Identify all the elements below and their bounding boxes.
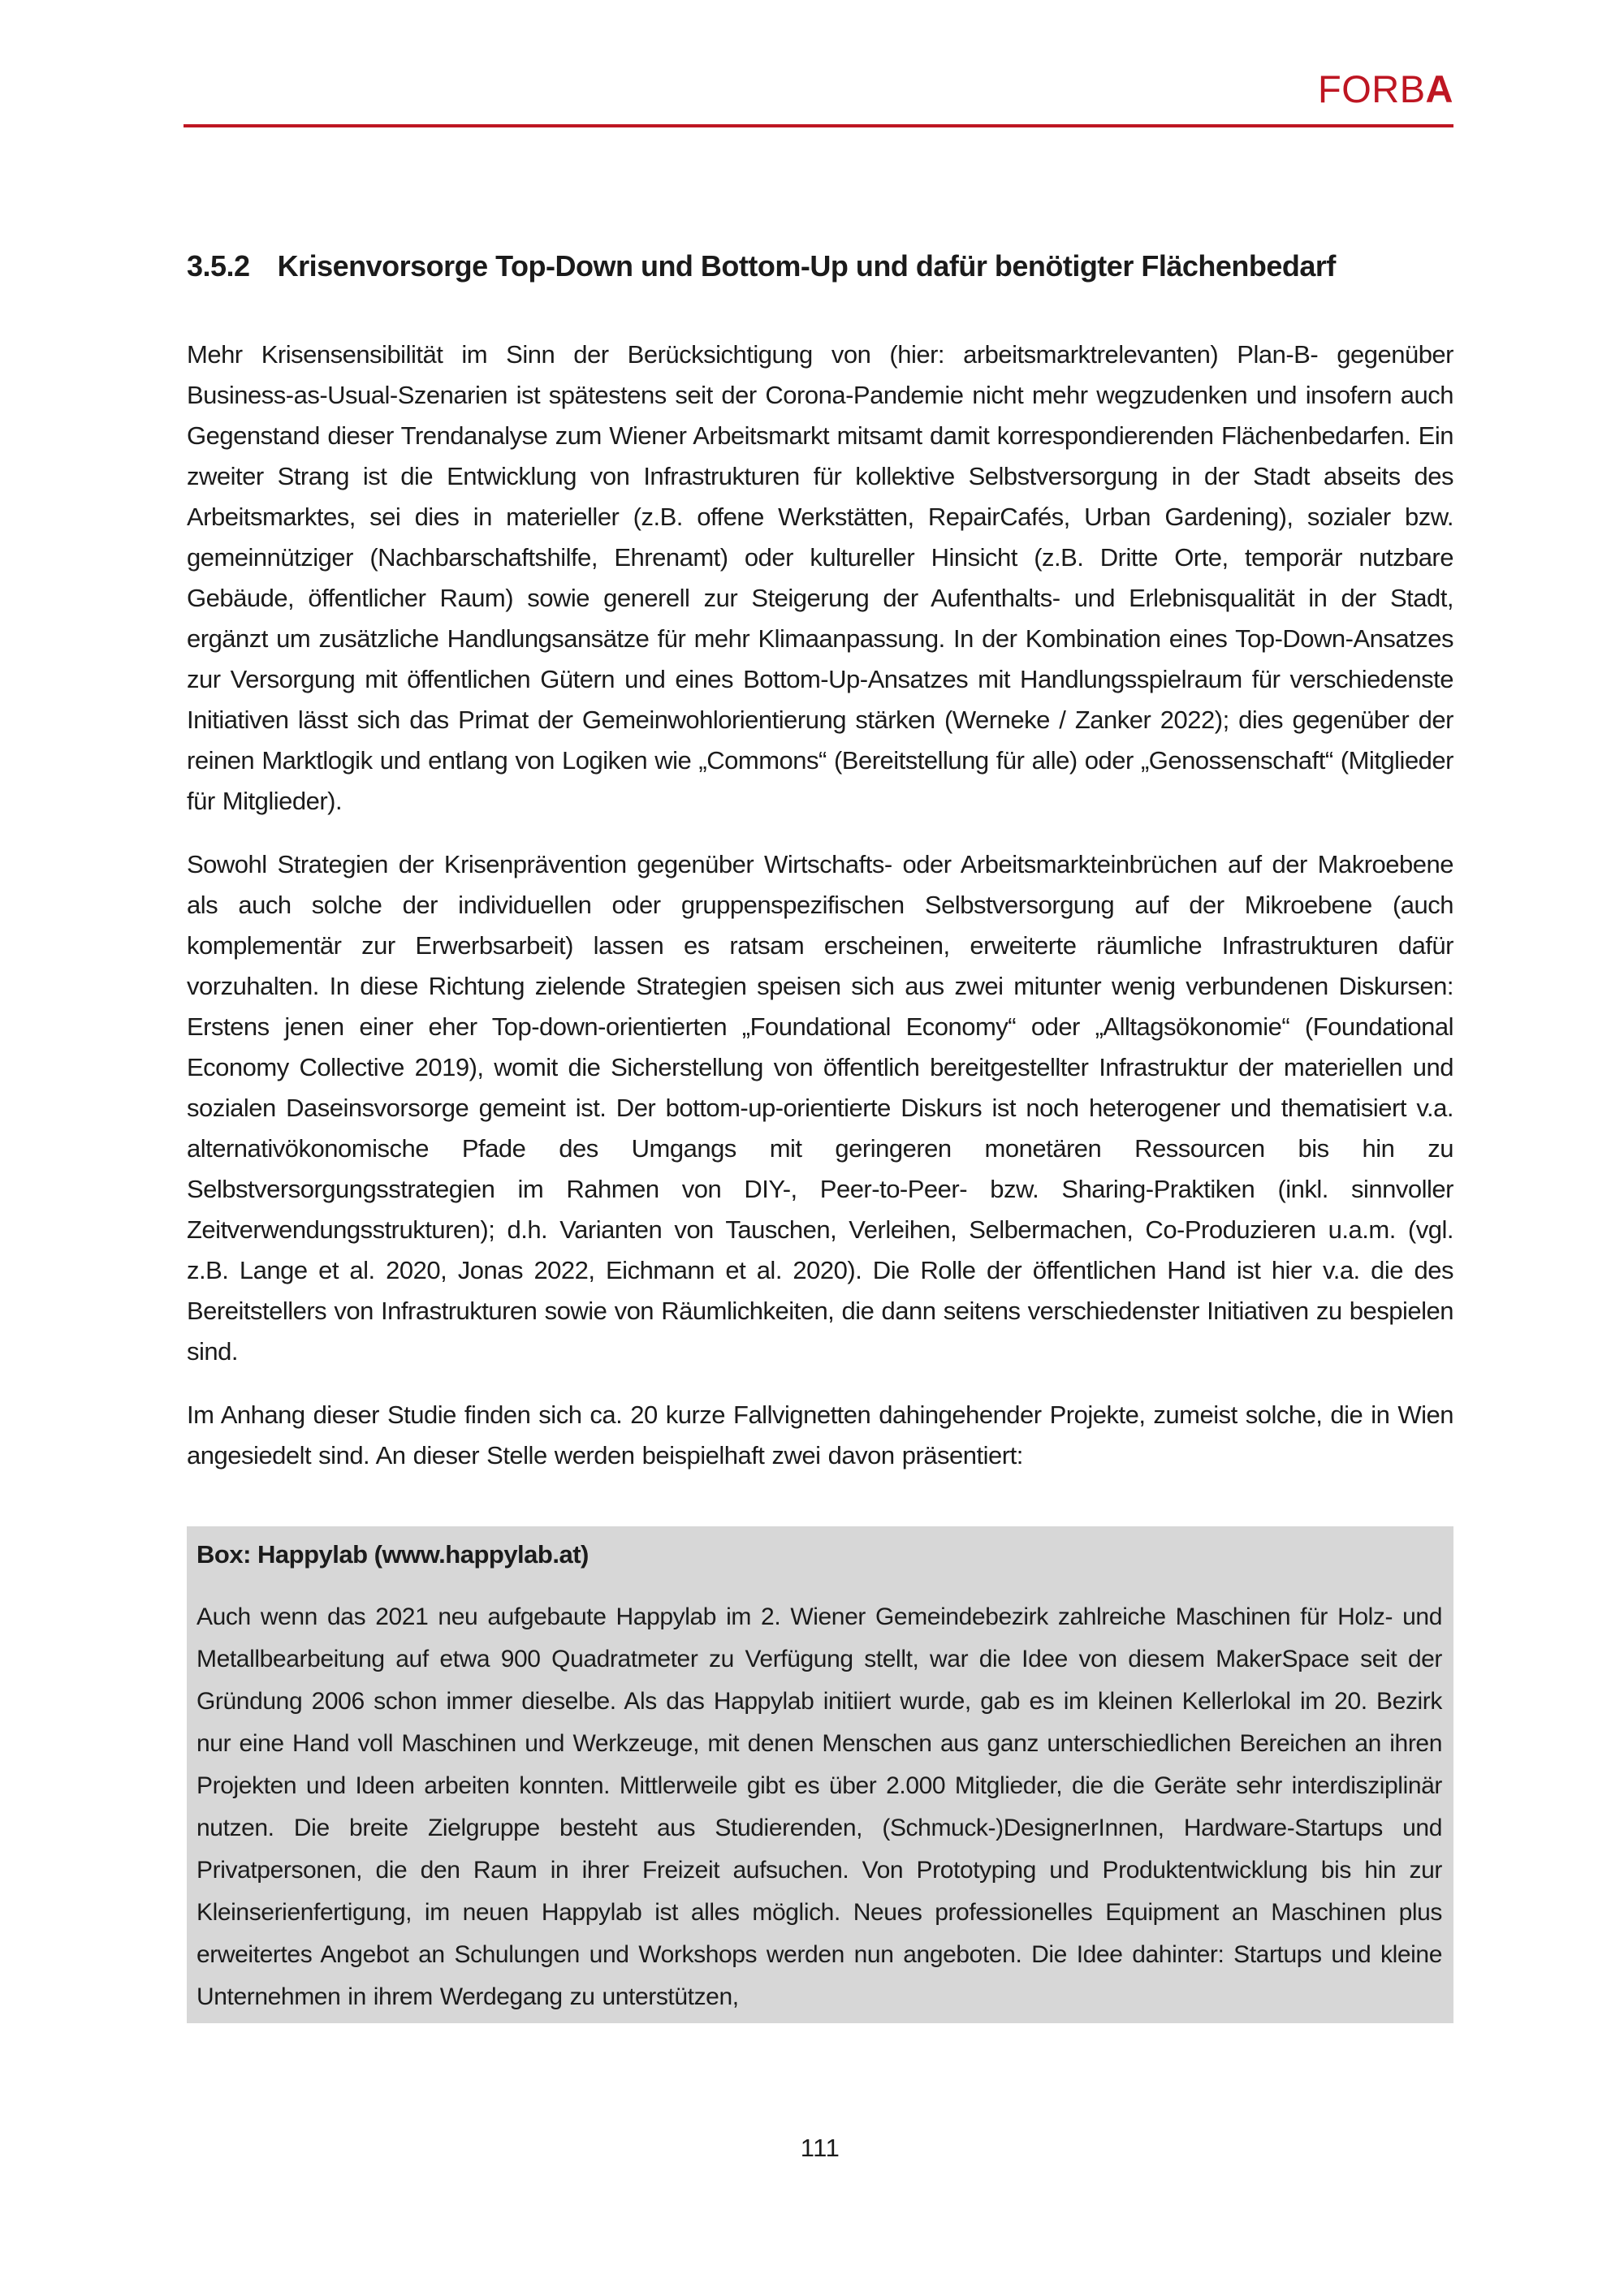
paragraph-1: Mehr Krisensensibilität im Sinn der Berücksichtigung von (hier: arbeitsmarktrelevanten) Plan-B- gegenüber Business-as-Usual-Szenarien ist spätestens seit der Corona-Pandemie nicht mehr wegzudenken und insofern auch Gegenstand dieser Trendanalyse zum Wiener Arbeitsmarkt mitsamt damit korrespondierenden Flächenbedarfen. Ein zweiter Strang ist die Entwicklung von Infrastrukturen für kollektive Selbstversorgung in der Stadt abseits des Arbeitsmarktes, sei dies in materieller (z.B. offene Werkstätten, RepairCafés, Urban Gardening), sozialer bzw. gemeinnütziger (Nachbarschaftshilfe, Ehrenamt) oder kultureller Hinsicht (z.B. Dritte Orte, temporär nutzbare Gebäude, öffentlicher Raum) sowie generell zur Steigerung der Aufenthalts- und Erlebnisqualität in der Stadt, ergänzt um zusätzliche Handlungsansätze für mehr Klimaanpassung. In der Kombination eines Top-Down-Ansatzes zur Versorgung mit öffentlichen Gütern und eines Bottom-Up-Ansatzes mit Handlungsspielraum für verschiedenste Initiativen lässt sich das Primat der Gemeinwohlorientierung stärken (Werneke / Zanker 2022); dies gegenüber der reinen Marktlogik und entlang von Logiken wie „Commons“ (Bereitstellung für alle) oder „Genossenschaft“ (Mitglieder für Mitglieder).: [187, 340, 1453, 815]
happylab-box: [187, 1526, 1453, 2023]
section-number: 3.5.2: [187, 249, 250, 283]
logo-text-bold: A: [1425, 67, 1453, 110]
happylab-box-title: Box: Happylab (www.happylab.at): [197, 1540, 589, 1569]
page-number: 111: [800, 2134, 840, 2162]
header-rule: [184, 124, 1453, 127]
section-title: Krisenvorsorge Top-Down und Bottom-Up und dafür benötigter Flächenbedarf: [277, 249, 1336, 283]
section-heading: [187, 248, 1453, 284]
page-content: [187, 248, 1453, 2023]
paragraph-2: Sowohl Strategien der Krisenprävention gegenüber Wirtschafts- oder Arbeitsmarkteinbrüchen auf der Makroebene als auch solche der individuellen oder gruppenspezifischen Selbstversorgung auf der Mikroebene (auch komplementär zur Erwerbsarbeit) lassen es ratsam erscheinen, erweiterte räumliche Infrastrukturen dafür vorzuhalten. In diese Richtung zielende Strategien speisen sich aus zwei mitunter wenig verbundenen Diskursen: Erstens jenen einer eher Top-down-orientierten „Foundational Economy“ oder „Alltagsökonomie“ (Foundational Economy Collective 2019), womit die Sicherstellung von öffentlich bereitgestellter Infrastruktur der materiellen und sozialen Daseinsvorsorge gemeint ist. Der bottom-up-orientierte Diskurs ist noch heterogener und thematisiert v.a. alternativökonomische Pfade des Umgangs mit geringeren monetären Ressourcen bis hin zu Selbstversorgungsstrategien im Rahmen von DIY-, Peer-to-Peer- bzw. Sharing-Praktiken (inkl. sinnvoller Zeitverwendungsstrukturen); d.h. Varianten von Tauschen, Verleihen, Selbermachen, Co-Produzieren u.a.m. (vgl. z.B. Lange et al. 2020, Jonas 2022, Eichmann et al. 2020). Die Rolle der öffentlichen Hand ist hier v.a. die des Bereitstellers von Infrastrukturen sowie von Räumlichkeiten, die dann seitens verschiedenster Initiativen zu bespielen sind.: [187, 850, 1453, 1366]
logo-text-regular: FORB: [1317, 67, 1426, 110]
forba-logo: [1317, 67, 1453, 110]
happylab-box-body: Auch wenn das 2021 neu aufgebaute Happylab im 2. Wiener Gemeindebezirk zahlreiche Maschinen für Holz- und Metallbearbeitung auf etwa 900 Quadratmeter zu Verfügung stellt, war die Idee von diesem MakerSpace seit der Gründung 2006 schon immer dieselbe. Als das Happylab initiiert wurde, gab es im kleinen Kellerlokal im 20. Bezirk nur eine Hand voll Maschinen und Werkzeuge, mit denen Menschen aus ganz unterschiedlichen Bereichen an ihren Projekten und Ideen arbeiten konnten. Mittlerweile gibt es über 2.000 Mitglieder, die die Geräte sehr interdisziplinär nutzen. Die breite Zielgruppe besteht aus Studierenden, (Schmuck-)DesignerInnen, Hardware-Startups und Privatpersonen, die den Raum in ihrer Freizeit aufsuchen. Von Prototyping und Produktentwicklung bis hin zur Kleinserienfertigung, im neuen Happylab ist alles möglich. Neues professionelles Equipment an Maschinen plus erweitertes Angebot an Schulungen und Workshops werden nun angeboten. Die Idee dahinter: Startups und kleine Unternehmen in ihrem Werdegang zu unterstützen,: [197, 1603, 1442, 2010]
paragraph-3: Im Anhang dieser Studie finden sich ca. 20 kurze Fallvignetten dahingehender Projekte, zumeist solche, die in Wien angesiedelt sind. An dieser Stelle werden beispielhaft zwei davon präsentiert:: [187, 1400, 1453, 1470]
